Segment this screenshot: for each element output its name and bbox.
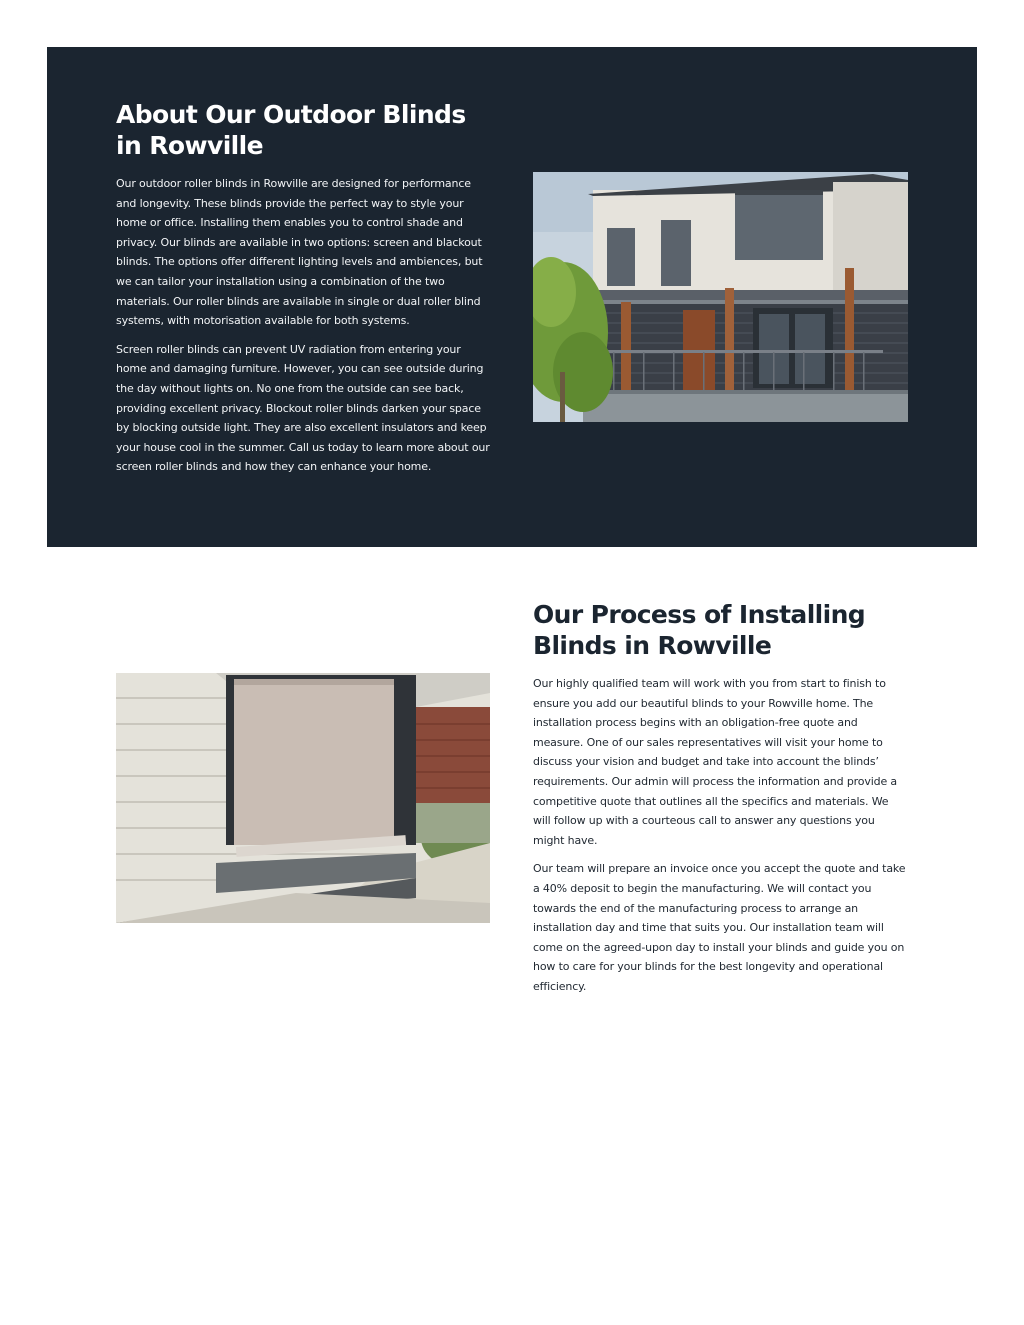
process-text-block [533,599,909,997]
about-paragraph-1: Our outdoor roller blinds in Rowville are designed for performance and longevity. These blinds provide the perfect way to style your home or office. Installing them enables you to control shade and privacy. Our blinds are available in two options: screen and blackout blinds. The options offer different lighting levels and ambiences, but we can tailor your installation using a combination of the two materials. Our roller blinds are available in single or dual roller blind systems, with motorisation available for both systems. [116,177,483,328]
process-paragraph-2: Our team will prepare an invoice once you accept the quote and take a 40% deposit to begin the manufacturing. We will contact you towards the end of the manufacturing process to arrange an installation day and time that suits you. Our installation team will come on the agreed-upon day to install your blinds and guide you on how to care for your blinds for the best longevity and operational efficiency. [533,862,906,993]
about-text-block [116,99,492,477]
about-heading: About Our Outdoor Blinds in Rowville [116,100,466,160]
about-section [47,47,977,547]
house-outdoor-blinds-photo [533,172,908,422]
window-roller-blind-photo [116,673,490,923]
process-paragraph-1: Our highly qualified team will work with you from start to finish to ensure you add our beautiful blinds to your Rowville home. The installation process begins with an obligation-free quote and measure. One of our sales representatives will visit your home to discuss your vision and budget and take into account the blinds’ requirements. Our admin will process the information and provide a competitive quote that outlines all the specifics and materials. We will follow up with a courteous call to answer any questions you might have. [533,677,898,847]
process-heading: Our Process of Installing Blinds in Rowville [533,600,866,660]
about-paragraph-2: Screen roller blinds can prevent UV radiation from entering your home and damaging furniture. However, you can see outside during the day without lights on. No one from the outside can see back, providing excellent privacy. Blockout roller blinds darken your space by blocking outside light. They are also excellent insulators and keep your house cool in the summer. Call us today to learn more about our screen roller blinds and how they can enhance your home. [116,342,490,474]
